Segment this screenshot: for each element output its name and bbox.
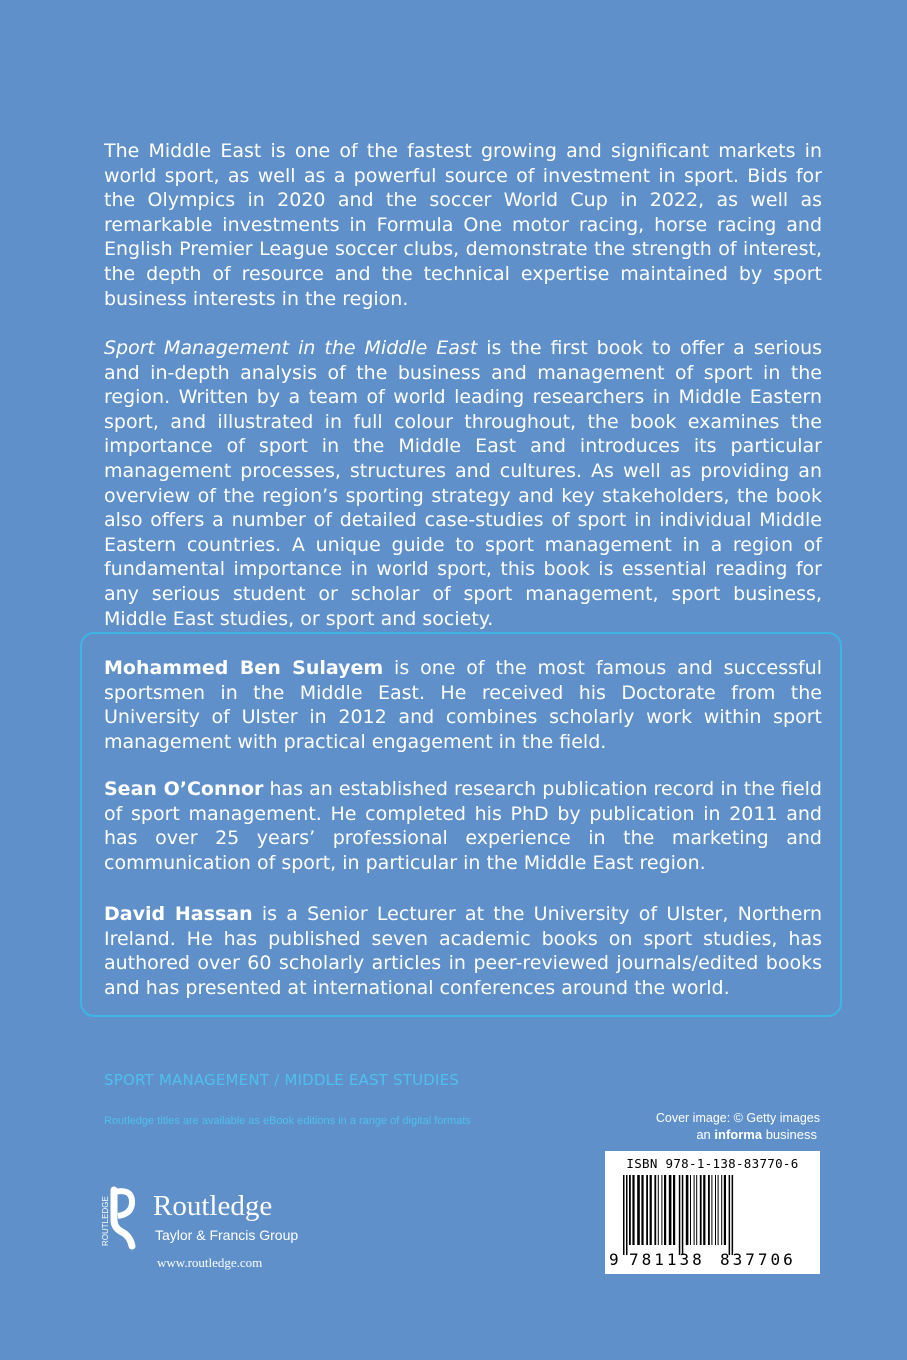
barcode-bar — [650, 1175, 652, 1245]
author-bio-text-2: has an established research publication record in the field of sport management. He completed his PhD by publication in 2011 and has over 25 years’ professional experience in the marketing and communication of sport, in particular in the Middle East region. — [104, 778, 822, 874]
barcode-bar — [694, 1175, 695, 1245]
informa-prefix: an — [696, 1127, 715, 1142]
barcode-bar — [700, 1175, 702, 1245]
description-paragraph-1: The Middle East is one of the fastest growing and significant markets in world sport, as well as a powerful source of investment in sport. Bids for the Olympics in 2020 and the soccer World Cup in 2022, as well as remarkable investments in Formula One motor racing, horse racing and English Premier League soccer clubs, demonstrate the strength of interest, the depth of resource and the technical expertise maintained by sport business interests in the region. — [104, 140, 822, 310]
barcode-bar — [637, 1175, 640, 1245]
publisher-website[interactable]: www.routledge.com — [157, 1255, 263, 1270]
author-bio-1 — [104, 656, 822, 754]
author-bio-text-1: is one of the most famous and successful sportsmen in the Middle East. He received his Doctorate from the University of Ulster in 2012 and combines scholarly work within sport management with practical engagement in the field. — [104, 657, 823, 753]
barcode-bar — [679, 1175, 681, 1255]
barcode-bar — [696, 1175, 697, 1245]
description-paragraph-2-text: is the first book to offer a serious and in-depth analysis of the business and management of sport in the region. Written by a team of world leading researchers in Middle Eastern sport, and illustrated in full colour throughout, the book examines the importance of sport in the Middle East and introduces its particular management processes, structures and cultures. As well as providing an overview of the region’s sporting strategy and key stakeholders, the book also offers a number of detailed case-studies of sport in individual Middle Eastern countries. A unique guide to sport management in a region of fundamental importance in world sport, this book is essential reading for any serious student or scholar of sport management, sport business, Middle East studies, or sport and society. — [104, 337, 823, 630]
barcode-bar — [646, 1175, 648, 1245]
author-name-3: David Hassan — [104, 903, 253, 925]
barcode-first-digit: 9 — [609, 1250, 619, 1269]
description-paragraph-2 — [104, 336, 822, 631]
cover-image-credit: Cover image: © Getty images — [655, 1111, 820, 1125]
barcode-bar — [703, 1175, 705, 1245]
book-title: Sport Management in the Middle East — [104, 337, 478, 359]
barcode-bar — [724, 1175, 726, 1245]
barcode-bar — [686, 1175, 689, 1245]
informa-business-line — [696, 1127, 817, 1142]
informa-suffix: business — [762, 1127, 817, 1142]
barcode-bar — [661, 1175, 662, 1245]
barcode-left-digits: 781138 — [629, 1250, 705, 1269]
barcode-bar — [682, 1175, 684, 1255]
isbn-barcode — [605, 1151, 820, 1274]
barcode-bar — [629, 1175, 631, 1245]
routledge-vertical-label: ROUTLEDGE — [101, 1196, 110, 1246]
barcode-bar — [718, 1175, 719, 1245]
barcode-bar — [654, 1175, 656, 1245]
barcode-bar — [623, 1175, 625, 1255]
isbn-text: ISBN 978-1-138-83770-6 — [626, 1156, 799, 1171]
author-bio-3 — [104, 902, 822, 1000]
author-name-2: Sean O’Connor — [104, 778, 264, 800]
barcode-bar — [690, 1175, 691, 1245]
author-bio-text-3: is a Senior Lecturer at the University of Ulster, Northern Ireland. He has published seven academic books on sport studies, has authored over 60 scholarly articles in peer-reviewed journals/edited books and has presented at international conferences around the world. — [104, 903, 822, 999]
barcode-bar — [721, 1175, 722, 1245]
ebook-note: Routledge titles are available as eBook editions in a range of digital formats — [104, 1115, 471, 1127]
publisher-name: Routledge — [153, 1190, 273, 1222]
barcode-bar — [708, 1175, 710, 1245]
barcode-bar — [641, 1175, 643, 1245]
barcode-bar — [664, 1175, 666, 1245]
barcode-bar — [732, 1175, 734, 1255]
routledge-logo-icon — [98, 1186, 148, 1252]
barcode-bar — [715, 1175, 716, 1245]
informa-brand: informa — [714, 1127, 763, 1142]
barcode-right-digits: 837706 — [720, 1250, 796, 1269]
author-name-1: Mohammed Ben Sulayem — [104, 657, 384, 679]
barcode-graphic — [605, 1151, 820, 1274]
barcode-bar — [669, 1175, 672, 1245]
barcode-bar — [626, 1175, 628, 1255]
author-bio-2 — [104, 777, 822, 875]
barcode-bar — [632, 1175, 634, 1245]
publisher-group: Taylor & Francis Group — [155, 1227, 299, 1243]
barcode-bar — [658, 1175, 659, 1245]
barcode-bar — [711, 1175, 712, 1245]
subject-category: SPORT MANAGEMENT / MIDDLE EAST STUDIES — [104, 1071, 460, 1089]
barcode-bar — [729, 1175, 731, 1255]
barcode-bar — [673, 1175, 675, 1245]
